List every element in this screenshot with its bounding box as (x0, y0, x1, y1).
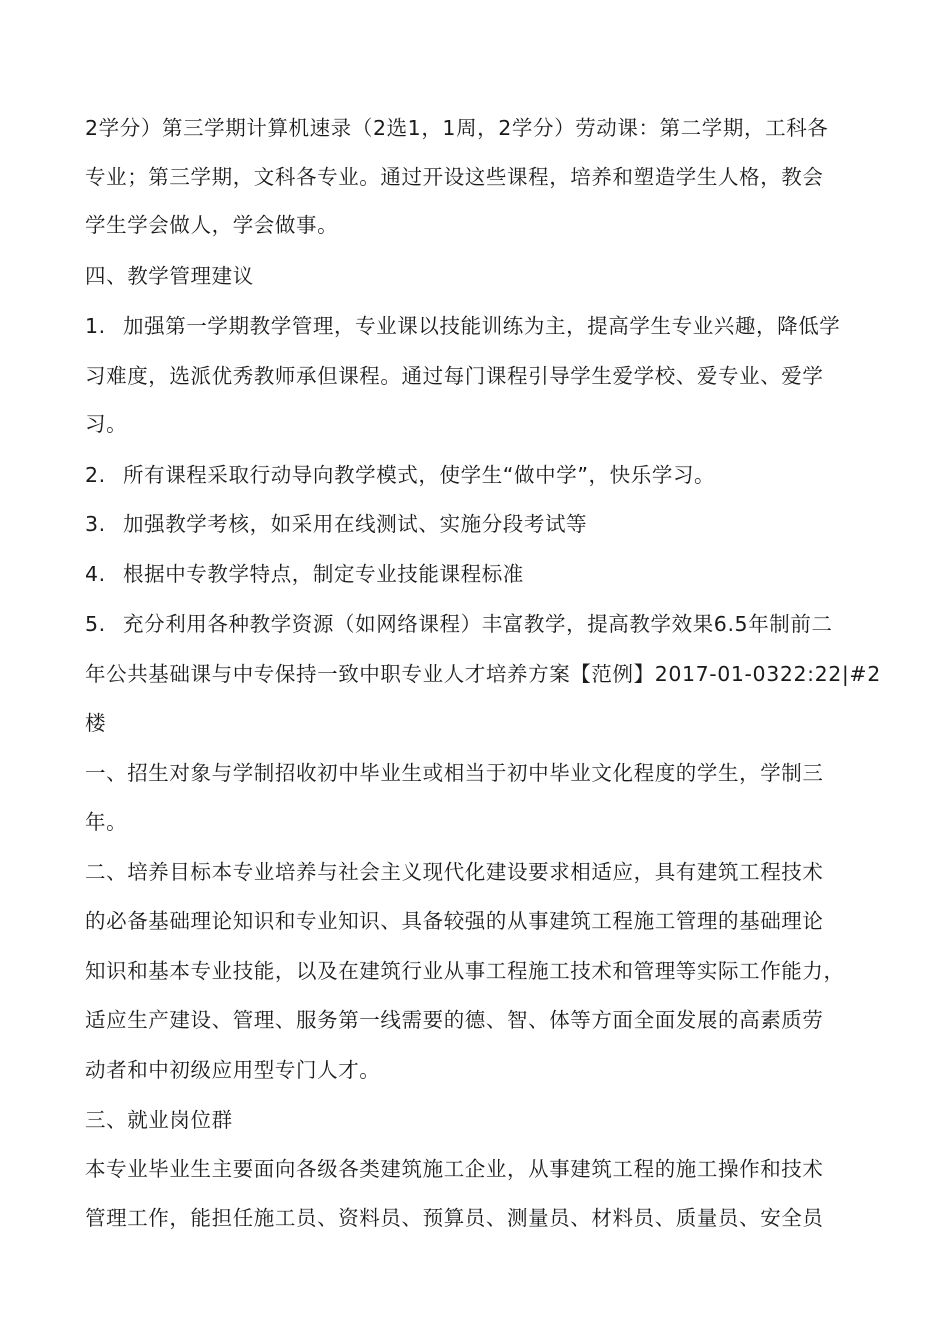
section-heading: 三、就业岗位群 (85, 1108, 233, 1132)
text-line: 年公共基础课与中专保持一致中职专业人才培养方案【范例】2017-01-0322:22|#2 (85, 662, 881, 686)
list-number: 1. (85, 314, 106, 338)
list-item-2 (85, 458, 715, 492)
text-line: 适应生产建设、管理、服务第一线需要的德、智、体等方面全面发展的高素质劳 (85, 1008, 824, 1032)
text-line: 动者和中初级应用型专门人才。 (85, 1058, 381, 1082)
list-number: 3. (85, 512, 106, 536)
text-line: 管理工作，能担任施工员、资料员、预算员、测量员、材料员、质量员、安全员 (85, 1206, 824, 1230)
list-item-4 (85, 557, 524, 591)
text-line: 习。 (85, 412, 128, 436)
text-line: 二、培养目标本专业培养与社会主义现代化建设要求相适应，具有建筑工程技术 (85, 860, 824, 884)
text-line: 楼 (85, 711, 107, 735)
text-line: 根据中专教学特点，制定专业技能课程标准 (123, 562, 524, 586)
list-number: 5. (85, 612, 106, 636)
list-item-5 (85, 607, 833, 641)
list-item-3 (85, 507, 587, 541)
text-line: 本专业毕业生主要面向各级各类建筑施工企业，从事建筑工程的施工操作和技术 (85, 1157, 824, 1181)
text-line: 知识和基本专业技能，以及在建筑行业从事工程施工技术和管理等实际工作能力， (85, 959, 845, 983)
text-line: 充分利用各种教学资源（如网络课程）丰富教学，提高教学效果6.5年制前二 (123, 612, 833, 636)
text-line: 一、招生对象与学制招收初中毕业生或相当于初中毕业文化程度的学生，学制三 (85, 761, 824, 785)
text-line: 所有课程采取行动导向教学模式，使学生“做中学”，快乐学习。 (123, 463, 716, 487)
text-line: 加强教学考核，如采用在线测试、实施分段考试等 (123, 512, 588, 536)
section-heading: 四、教学管理建议 (85, 264, 254, 288)
text-line: 习难度，选派优秀教师承但课程。通过每门课程引导学生爱学校、爱专业、爱学 (85, 364, 824, 388)
text-line: 2学分）第三学期计算机速录（2选1，1周，2学分）劳动课：第二学期，工科各 (85, 116, 829, 140)
list-item-1 (85, 309, 840, 343)
text-line: 的必备基础理论知识和专业知识、具备较强的从事建筑工程施工管理的基础理论 (85, 909, 824, 933)
text-line: 年。 (85, 810, 128, 834)
text-line: 学生学会做人，学会做事。 (85, 213, 339, 237)
list-number: 2. (85, 463, 106, 487)
text-line: 加强第一学期教学管理，专业课以技能训练为主，提高学生专业兴趣，降低学 (123, 314, 841, 338)
text-line: 专业；第三学期，文科各专业。通过开设这些课程，培养和塑造学生人格，教会 (85, 165, 824, 189)
list-number: 4. (85, 562, 106, 586)
